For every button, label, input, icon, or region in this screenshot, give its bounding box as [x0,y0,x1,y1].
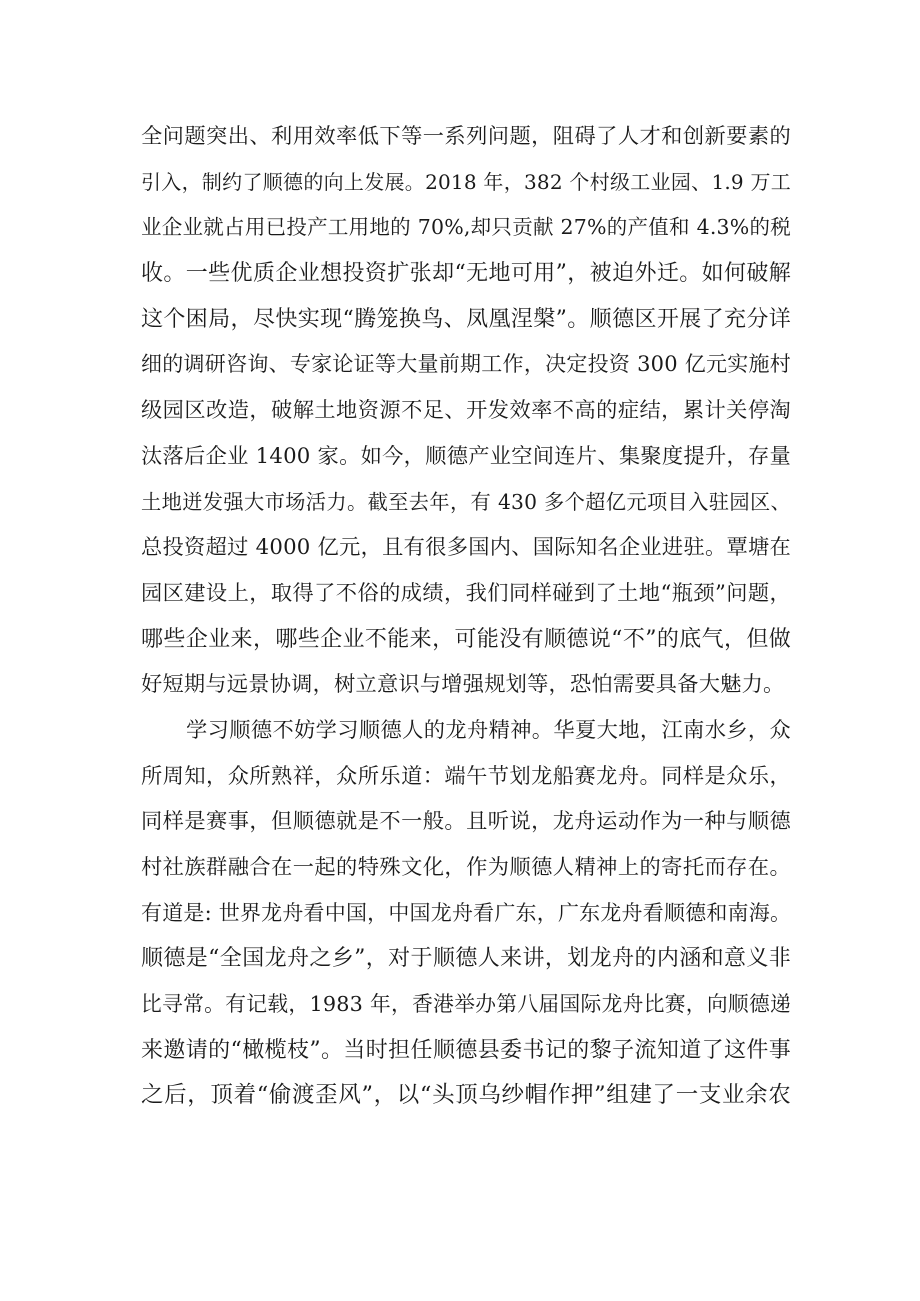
text-line: 所周知，众所熟祥，众所乐道：端午节划龙船赛龙舟。同样是众乐， [141,763,791,789]
text-line: 顺德是“全国龙舟之乡”，对于顺德人来讲，划龙舟的内涵和意义非 [141,946,791,972]
text-line: 业企业就占用已投产工用地的 70%,却只贡献 27%的产值和 4.3%的税 [141,215,791,240]
text-line: 同样是赛事，但顺德就是不一般。且听说，龙舟运动作为一种与顺德 [141,809,791,835]
text-line: 这个困局，尽快实现“腾笼换鸟、凤凰涅槃”。顺德区开展了充分详 [141,306,791,332]
text-line: 好短期与远景协调，树立意识与增强规划等，恐怕需要具备大魅力。 [141,672,785,698]
text-line: 引入，制约了顺德的向上发展。2018 年，382 个村级工业园、1.9 万工 [141,169,791,194]
text-line: 全问题突出、利用效率低下等一系列问题，阻碍了人才和创新要素的 [141,124,791,149]
text-line: 学习顺德不妨学习顺德人的龙舟精神。华夏大地，江南水乡，众 [186,717,791,743]
text-line: 总投资超过 4000 亿元，且有很多国内、国际知名企业进驻。覃塘在 [141,535,791,561]
paragraph-2 [141,708,791,1119]
text-line: 汰落后企业 1400 家。如今，顺德产业空间连片、集聚度提升，存量 [141,443,791,469]
text-line: 比寻常。有记载，1983 年，香港举办第八届国际龙舟比赛，向顺德递 [141,992,791,1017]
text-line: 有道是: 世界龙舟看中国，中国龙舟看广东，广东龙舟看顺德和南海。 [141,900,792,925]
body-text [141,114,791,1119]
paragraph-1 [141,114,791,708]
text-line: 收。一些优质企业想投资扩张却“无地可用”，被迫外迁。如何破解 [141,261,791,287]
text-line: 细的调研咨询、专家论证等大量前期工作，决定投资 300 亿元实施村 [141,352,791,377]
text-line: 哪些企业来，哪些企业不能来，可能没有顺德说“不”的底气，但做 [141,626,791,652]
text-line: 土地迸发强大市场活力。截至去年，有 430 多个超亿元项目入驻园区、 [141,489,791,514]
text-line: 来邀请的“橄榄枝”。当时担任顺德县委书记的黎子流知道了这件事 [141,1037,791,1063]
text-line: 村社族群融合在一起的特殊文化，作为顺德人精神上的寄托而存在。 [141,855,791,880]
text-line: 园区建设上，取得了不俗的成绩，我们同样碰到了土地“瓶颈”问题， [141,580,791,606]
text-line: 之后，顶着“偷渡歪风”，以“头顶乌纱帽作押”组建了一支业余农 [141,1082,791,1109]
text-line: 级园区改造，破解土地资源不足、开发效率不高的症结，累计关停淘 [141,398,791,424]
